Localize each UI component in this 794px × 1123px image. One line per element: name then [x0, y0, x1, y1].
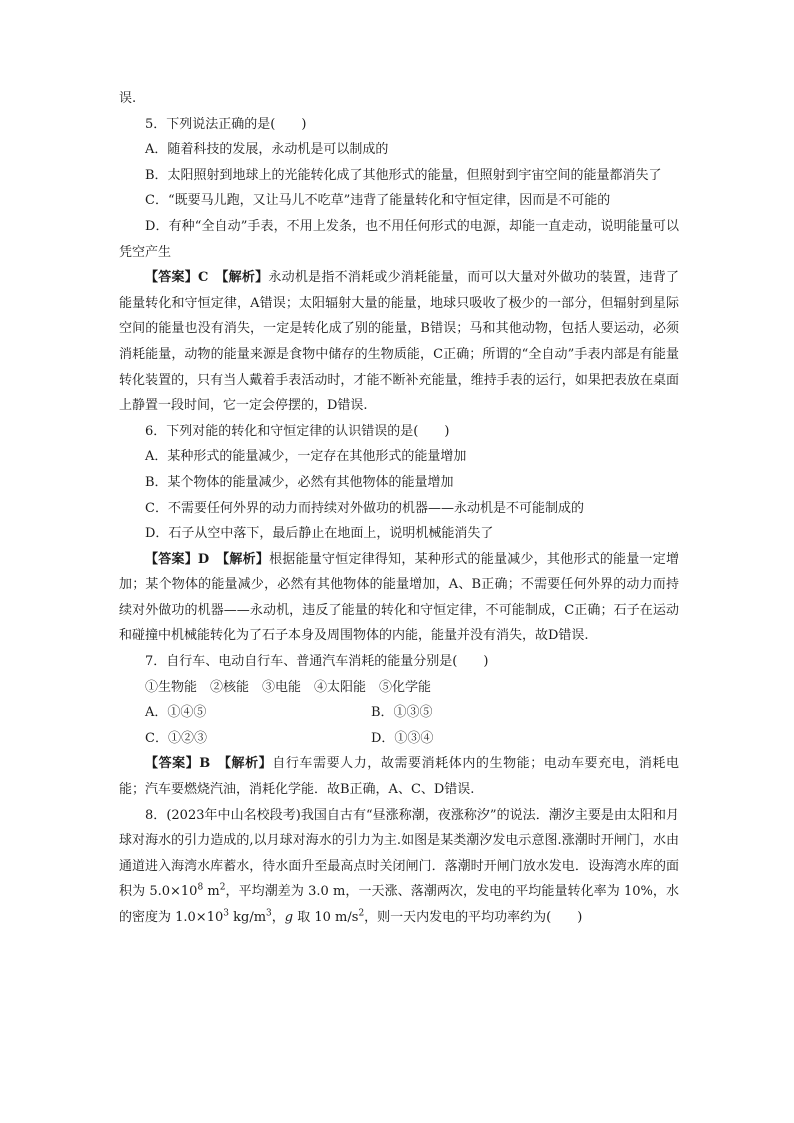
- exponent: 8: [197, 883, 204, 894]
- stem-text: ，平均潮差为 3.0 m，一天涨、落潮两次，发电的平均能量转化率为 10%，水的密度为 1.0×10: [119, 884, 679, 925]
- option-b: B．某个物体的能量减少，必然有其他物体的能量增加: [145, 474, 454, 490]
- option-a: A．随着科技的发展，永动机是可以制成的: [145, 142, 389, 158]
- question-7: [119, 649, 679, 803]
- explanation-text: 自行车需要人力，故需要消耗体内的生物能；电动车要充电，消耗电能；汽车要燃烧汽油，消耗化学能．故B正确，A、C、D错误.: [119, 756, 679, 798]
- question-8: [119, 803, 679, 931]
- question-stem: [119, 803, 679, 931]
- explanation-text: 永动机是指不消耗或少消耗能量，而可以大量对外做功的装置，违背了能量转化和守恒定律，A错误；太阳辐射大量的能量，地球只吸收了极少的一部分，但辐射到星际空间的能量也没有消失，一定是转化成了别的能量，B错误；马和其他动物，包括人要运动，必须消耗能量，动物的能量来源是食物中储存的生物质能，C正确；所谓的“全自动”手表内部是有能量转化装置的，只有当人戴着手表活动时，才能不断补充能量，维持手表的运行，如果把表放在桌面上静置一段时间，它一定会停摆的，D错误.: [119, 270, 679, 414]
- stem-text: ，: [271, 910, 285, 925]
- stem-text: 取 10 m/s: [293, 910, 359, 925]
- energy-items: ①生物能 ②核能 ③电能 ④太阳能 ⑤化学能: [145, 679, 432, 695]
- answer-explanation: [119, 751, 679, 802]
- answer-tag: 【答案】B 【解析】: [145, 756, 273, 772]
- question-6: [119, 419, 679, 649]
- answer-tag: 【答案】D 【解析】: [145, 551, 270, 567]
- option-b: B．太阳照射到地球上的光能转化成了其他形式的能量，但照射到宇宙空间的能量都消失了: [145, 167, 662, 183]
- question-stem: 5．下列说法正确的是( ): [145, 116, 307, 132]
- exponent: 2: [358, 908, 365, 919]
- explanation-text: 根据能量守恒定律得知，某种形式的能量减少，其他形式的能量一定增加；某个物体的能量减少，必然有其他物体的能量增加，A、B正确；不需要任何外界的动力而持续对外做功的机器——永动机，违反了能量的转化和守恒定律，不可能制成，C正确；石子在运动和碰撞中机械能转化为了石子本身及周围物体的内能，能量并没有消失，故D错误.: [119, 551, 679, 644]
- options-row-2: [119, 726, 679, 752]
- option-d: D．有种“全自动”手表，不用上发条，也不用任何形式的电源，却能一直走动，说明能量可以凭空产生: [119, 218, 679, 260]
- stem-text: kg/m: [228, 910, 267, 925]
- stem-text: m: [203, 884, 220, 900]
- option-d: D．石子从空中落下，最后静止在地面上，说明机械能消失了: [145, 526, 494, 542]
- exponent: 3: [223, 908, 229, 919]
- stem-text: 8．(2023年中山名校段考)我国自古有“昼涨称潮，夜涨称汐”的说法．潮汐主要是由太阳和月球对海水的引力造成的,以月球对海水的引力为主.如图是某类潮汐发电示意图.涨潮时开闸门，水由通道进入海湾水库蓄水，待水面升至最高点时关闭闸门．落潮时开闸门放水发电．设海湾水库的面积为 5.0×10: [119, 807, 679, 900]
- exponent: 3: [266, 908, 272, 919]
- option-d: D．①③④: [371, 730, 434, 746]
- stem-text: ，则一天内发电的平均功率约为( ): [364, 910, 583, 925]
- options-row-1: [119, 700, 679, 726]
- option-c: C．不需要任何外界的动力而持续对外做功的机器——永动机是不可能制成的: [145, 500, 584, 516]
- option-b: B．①③⑤: [371, 705, 433, 721]
- answer-explanation: [119, 265, 679, 419]
- question-stem: 7．自行车、电动自行车、普通汽车消耗的能量分别是( ): [145, 654, 489, 670]
- option-c: C．①②③: [145, 730, 207, 746]
- document-body: [119, 86, 679, 931]
- question-5: [119, 112, 679, 419]
- option-a: A．某种形式的能量减少，一定存在其他形式的能量增加: [145, 449, 467, 465]
- answer-explanation: [119, 547, 679, 649]
- option-a: A．①④⑤: [145, 705, 207, 721]
- answer-tag: 【答案】C 【解析】: [145, 270, 269, 286]
- question-stem: 6．下列对能的转化和守恒定律的认识错误的是( ): [145, 423, 450, 439]
- text-line: 误.: [119, 91, 137, 106]
- exponent: 2: [219, 883, 226, 894]
- option-c: C．“既要马儿跑，又让马儿不吃草”违背了能量转化和守恒定律，因而是不可能的: [145, 193, 611, 209]
- variable-g: g: [284, 910, 294, 925]
